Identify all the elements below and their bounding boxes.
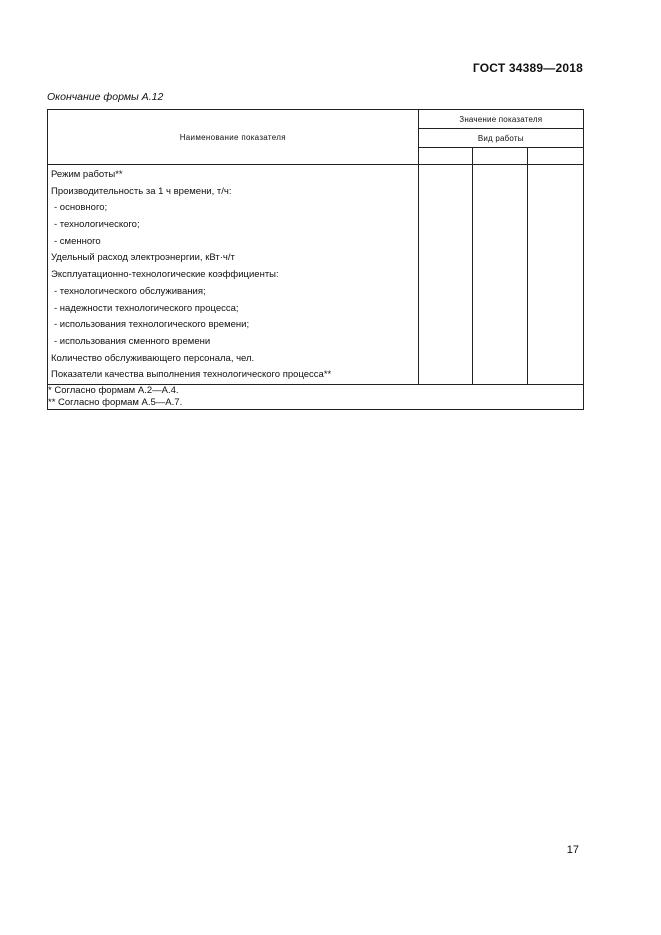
note-single-asterisk: * Согласно формам А.2—А.4. bbox=[48, 384, 179, 396]
row-productivity-main: - основного; bbox=[54, 202, 108, 214]
row-coef-tech-time: - использования технологического времени; bbox=[54, 319, 250, 331]
row-coef-shift-time: - использования сменного времени bbox=[54, 335, 211, 347]
header-indicator-name: Наименование показателя bbox=[48, 110, 419, 165]
header-work-type: Вид работы bbox=[418, 129, 583, 148]
header-work-column-3 bbox=[528, 148, 584, 165]
form-caption: Окончание формы А.12 bbox=[47, 91, 164, 103]
value-column-1 bbox=[418, 165, 473, 385]
row-productivity-technological: - технологического; bbox=[54, 219, 140, 231]
value-column-3 bbox=[528, 165, 584, 385]
document-code: ГОСТ 34389—2018 bbox=[472, 61, 583, 75]
table-notes bbox=[48, 384, 584, 409]
value-column-2 bbox=[473, 165, 528, 385]
row-productivity: Производительность за 1 ч времени, т/ч: bbox=[51, 185, 232, 197]
row-coef-reliability: - надежности технологического процесса; bbox=[54, 302, 239, 314]
row-quality-indicators: Показатели качества выполнения технологического процесса** bbox=[51, 369, 332, 381]
row-coef-maintenance: - технологического обслуживания; bbox=[54, 285, 206, 297]
header-indicator-value: Значение показателя bbox=[418, 110, 583, 129]
indicator-list bbox=[48, 165, 419, 385]
row-operation-mode: Режим работы** bbox=[51, 169, 123, 180]
row-productivity-shift: - сменного bbox=[54, 235, 101, 247]
header-work-column-2 bbox=[473, 148, 528, 165]
row-energy-consumption: Удельный расход электроэнергии, кВт·ч/т bbox=[51, 252, 235, 264]
page-number: 17 bbox=[566, 844, 579, 856]
header-work-column-1 bbox=[418, 148, 473, 165]
note-double-asterisk: ** Согласно формам А.5—А.7. bbox=[48, 396, 183, 408]
row-coefficients: Эксплуатационно-технологические коэффициенты: bbox=[51, 269, 279, 281]
indicator-table bbox=[47, 109, 584, 410]
row-staff-count: Количество обслуживающего персонала, чел. bbox=[51, 352, 255, 364]
